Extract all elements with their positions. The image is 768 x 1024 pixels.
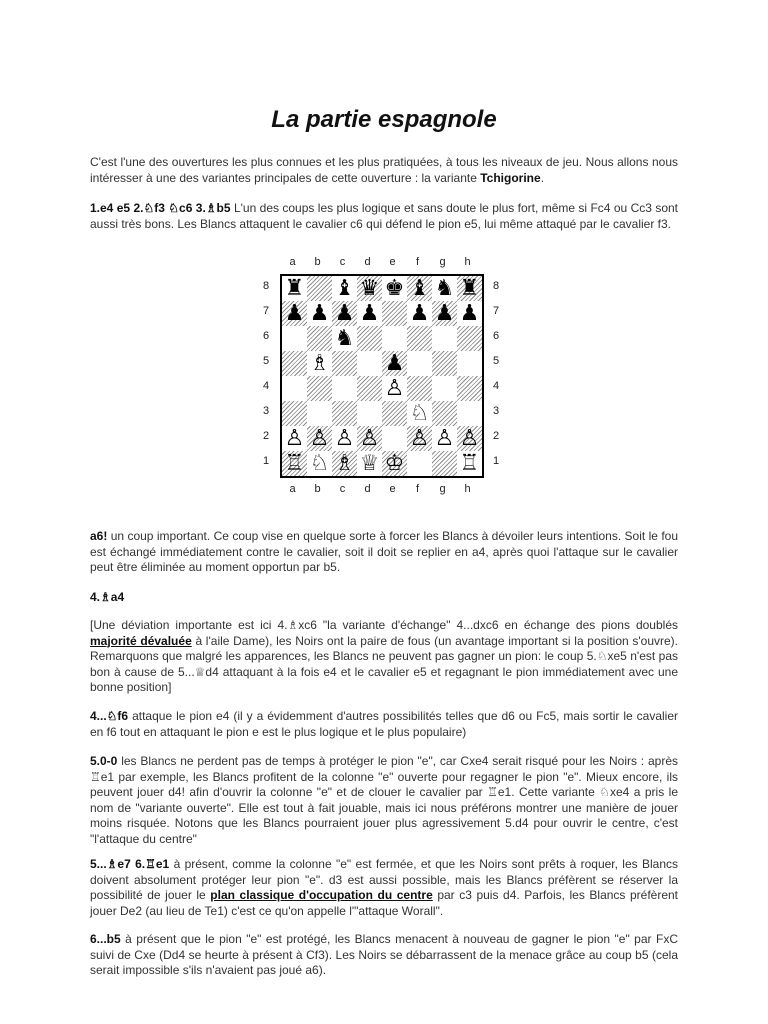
square-f1 bbox=[407, 451, 432, 476]
chess-piece-e8: ♚ bbox=[384, 276, 405, 301]
chess-piece-e4: ♙ bbox=[384, 376, 405, 401]
chess-piece-c8: ♝ bbox=[334, 276, 355, 301]
chess-piece-b2: ♙ bbox=[309, 426, 330, 451]
file-label: g bbox=[439, 483, 446, 495]
file-label: h bbox=[464, 256, 471, 268]
rank-label: 5 bbox=[492, 355, 500, 367]
rank-label: 5 bbox=[262, 355, 270, 367]
highlighted-term-plan: plan classique d'occupation du centre bbox=[210, 888, 433, 902]
file-label: f bbox=[415, 483, 420, 495]
moves-7: 5...♗e7 6.♖e1 bbox=[90, 857, 170, 871]
commentary-1: L'un des coups les plus logique et sans doute le plus fort, même si Fc4 ou Cc3 sont aussi très bons. Les Blancs attaquent le cavalier c6 qui défend le pion e5, lui même attaqué par le cavalier f3. bbox=[90, 201, 678, 231]
square-g3 bbox=[432, 401, 457, 426]
square-d6 bbox=[357, 326, 382, 351]
chess-piece-c2: ♙ bbox=[334, 426, 355, 451]
file-label: a bbox=[289, 483, 296, 495]
file-label: h bbox=[464, 483, 471, 495]
rank-label: 2 bbox=[492, 430, 500, 442]
commentary-4a: [Une déviation importante est ici 4.♗xc6 "la variante d'échange" 4...dxc6 en échange des pions doublés bbox=[90, 618, 678, 632]
move-paragraph-6 bbox=[90, 754, 678, 847]
file-label: g bbox=[439, 256, 446, 268]
chess-piece-d1: ♕ bbox=[359, 451, 380, 476]
intro-paragraph bbox=[90, 155, 678, 186]
square-g5 bbox=[432, 351, 457, 376]
rank-label: 7 bbox=[262, 305, 270, 317]
chess-board bbox=[280, 274, 484, 478]
chess-piece-f3: ♘ bbox=[409, 401, 430, 426]
move-paragraph-7 bbox=[90, 857, 678, 919]
chess-piece-b7: ♟ bbox=[309, 301, 330, 326]
move-paragraph-2 bbox=[90, 529, 678, 576]
moves-5: 4...♘f6 bbox=[90, 709, 129, 723]
commentary-2: un coup important. Ce coup vise en quelque sorte à forcer les Blancs à dévoiler leurs intentions. Soit le fou est échangé immédiatement contre le cavalier, soit il doit se replier en a4, après quoi l'attaque sur le cavalier peut être éliminée au moment opportun par b5. bbox=[90, 529, 678, 574]
rank-label: 8 bbox=[262, 280, 270, 292]
file-label: e bbox=[389, 483, 396, 495]
file-label: a bbox=[289, 256, 296, 268]
square-c4 bbox=[332, 376, 357, 401]
chess-piece-a7: ♟ bbox=[284, 301, 305, 326]
move-paragraph-5 bbox=[90, 709, 678, 740]
square-d3 bbox=[357, 401, 382, 426]
rank-label: 4 bbox=[492, 380, 500, 392]
rank-labels-right bbox=[488, 274, 504, 474]
chess-diagram bbox=[256, 252, 512, 502]
move-paragraph-4 bbox=[90, 618, 678, 696]
square-f4 bbox=[407, 376, 432, 401]
file-label: b bbox=[314, 256, 321, 268]
file-label: d bbox=[364, 483, 371, 495]
square-e6 bbox=[382, 326, 407, 351]
rank-label: 6 bbox=[492, 330, 500, 342]
move-paragraph-8 bbox=[90, 932, 678, 979]
square-a4 bbox=[282, 376, 307, 401]
chess-piece-f2: ♙ bbox=[409, 426, 430, 451]
rank-label: 7 bbox=[492, 305, 500, 317]
chess-piece-d7: ♟ bbox=[359, 301, 380, 326]
chess-piece-b5: ♗ bbox=[309, 351, 330, 376]
rank-label: 1 bbox=[262, 455, 270, 467]
commentary-7a: à présent, comme la colonne "e" est fermée, et que les Noirs sont prêts à roquer, les Blancs doivent absolument protéger leur pion "e". d3 est aussi possible, mais les Blancs préfèrent se réserver la possibilité de jouer le bbox=[90, 857, 678, 902]
chess-piece-b1: ♘ bbox=[309, 451, 330, 476]
square-c5 bbox=[332, 351, 357, 376]
square-e2 bbox=[382, 426, 407, 451]
chess-piece-a1: ♖ bbox=[284, 451, 305, 476]
square-g4 bbox=[432, 376, 457, 401]
intro-text: C'est l'une des ouvertures les plus connues et les plus pratiquées, à tous les niveaux de jeu. Nous allons nous intéresser à une des variantes principales de cette ouverture : la variante bbox=[90, 155, 678, 185]
chess-piece-g7: ♟ bbox=[434, 301, 455, 326]
square-a5 bbox=[282, 351, 307, 376]
chess-piece-h7: ♟ bbox=[459, 301, 480, 326]
file-label: c bbox=[339, 483, 346, 495]
commentary-5: attaque le pion e4 (il y a évidemment d'autres possibilités telles que d6 ou Fc5, mais sortir le cavalier en f6 tout en attaquant le pion e est le plus logique et le plus populaire) bbox=[90, 709, 678, 739]
chess-piece-c7: ♟ bbox=[334, 301, 355, 326]
rank-label: 6 bbox=[262, 330, 270, 342]
file-labels-bottom bbox=[280, 483, 480, 499]
square-a6 bbox=[282, 326, 307, 351]
commentary-8: à présent que le pion "e" est protégé, les Blancs menacent à nouveau de gagner le pion "e" par FxC suivi de Cxe (Dd4 se heurte à présent à Cf3). Les Noirs se débarrassent de la menace grâce au coup b5 (cela serait impossible s'ils n'avaient pas joué a6). bbox=[90, 932, 678, 977]
square-a3 bbox=[282, 401, 307, 426]
rank-label: 3 bbox=[492, 405, 500, 417]
square-g1 bbox=[432, 451, 457, 476]
square-e3 bbox=[382, 401, 407, 426]
moves-1: 1.e4 e5 2.♘f3 ♘c6 3.♗b5 bbox=[90, 201, 231, 215]
intro-end: . bbox=[540, 170, 545, 185]
square-h6 bbox=[457, 326, 482, 351]
file-label: e bbox=[389, 256, 396, 268]
highlighted-term-majority: majorité dévaluée bbox=[90, 633, 192, 648]
chess-piece-e1: ♔ bbox=[384, 451, 405, 476]
rank-label: 3 bbox=[262, 405, 270, 417]
square-d4 bbox=[357, 376, 382, 401]
commentary-7b: par c3 puis d4. Parfois, les Blancs préfèrent jouer De2 (au lieu de Te1) c'est ce qu'on appelle l'"attaque Worall". bbox=[90, 888, 678, 918]
file-labels-top bbox=[280, 256, 480, 272]
square-b6 bbox=[307, 326, 332, 351]
square-d5 bbox=[357, 351, 382, 376]
chess-piece-a8: ♜ bbox=[284, 276, 305, 301]
square-b3 bbox=[307, 401, 332, 426]
moves-6: 5.0-0 bbox=[90, 754, 118, 768]
square-b4 bbox=[307, 376, 332, 401]
move-paragraph-1 bbox=[90, 201, 678, 232]
square-g6 bbox=[432, 326, 457, 351]
chess-piece-c6: ♞ bbox=[334, 326, 355, 351]
file-label: c bbox=[339, 256, 346, 268]
square-h5 bbox=[457, 351, 482, 376]
commentary-6: les Blancs ne perdent pas de temps à protéger le pion "e", car Cxe4 serait risqué pour les Noirs : après ♖e1 par exemple, les Blancs profitent de la colonne "e" ouverte pour regagner le pion "e". Mieux encore, ils peuvent jouer d4! afin d'ouvrir la colonne "e" et de clouer le cavalier par ♖e1. Cette variante ♘xe4 a pris le nom de "variante ouverte". Elle est tout à fait jouable, mais ici nous préférons montrer une manière de jouer moins risquée. Notons que les Blancs pourraient jouer plus agressivement 5.d4 pour ouvrir le centre, c'est "l'attaque du centre" bbox=[90, 754, 678, 846]
chess-piece-c1: ♗ bbox=[334, 451, 355, 476]
chess-piece-e5: ♟ bbox=[384, 351, 405, 376]
rank-label: 8 bbox=[492, 280, 500, 292]
chess-piece-h1: ♖ bbox=[459, 451, 480, 476]
rank-labels-left bbox=[258, 274, 274, 474]
file-label: b bbox=[314, 483, 321, 495]
chess-piece-g8: ♞ bbox=[434, 276, 455, 301]
chess-piece-h8: ♜ bbox=[459, 276, 480, 301]
square-h4 bbox=[457, 376, 482, 401]
square-b8 bbox=[307, 276, 332, 301]
rank-label: 4 bbox=[262, 380, 270, 392]
square-c3 bbox=[332, 401, 357, 426]
file-label: d bbox=[364, 256, 371, 268]
moves-3: 4.♗a4 bbox=[90, 590, 125, 604]
chess-piece-f7: ♟ bbox=[409, 301, 430, 326]
chess-piece-h2: ♙ bbox=[459, 426, 480, 451]
chess-piece-f8: ♝ bbox=[409, 276, 430, 301]
square-f5 bbox=[407, 351, 432, 376]
chess-piece-d2: ♙ bbox=[359, 426, 380, 451]
moves-2: a6! bbox=[90, 529, 108, 543]
move-paragraph-3 bbox=[90, 590, 678, 606]
file-label: f bbox=[415, 256, 420, 268]
rank-label: 2 bbox=[262, 430, 270, 442]
chess-piece-g2: ♙ bbox=[434, 426, 455, 451]
square-f6 bbox=[407, 326, 432, 351]
chess-piece-d8: ♛ bbox=[359, 276, 380, 301]
chess-piece-a2: ♙ bbox=[284, 426, 305, 451]
variant-name: Tchigorine bbox=[480, 170, 541, 185]
moves-8: 6...b5 bbox=[90, 932, 121, 946]
page-title: La partie espagnole bbox=[271, 106, 497, 133]
commentary-4b: à l'aile Dame), les Noirs ont la paire de fous (un avantage important si la position s'ouvre). Remarquons que malgré les apparences, les Blancs ne peuvent pas gagner un pion: le coup 5.♘xe5 n'est pas bon à cause de 5...♕d4 attaquant à la fois e4 et le cavalier e5 et regagnant le pion immédiatement avec une bonne position] bbox=[90, 633, 678, 694]
rank-label: 1 bbox=[492, 455, 500, 467]
square-h3 bbox=[457, 401, 482, 426]
square-e7 bbox=[382, 301, 407, 326]
